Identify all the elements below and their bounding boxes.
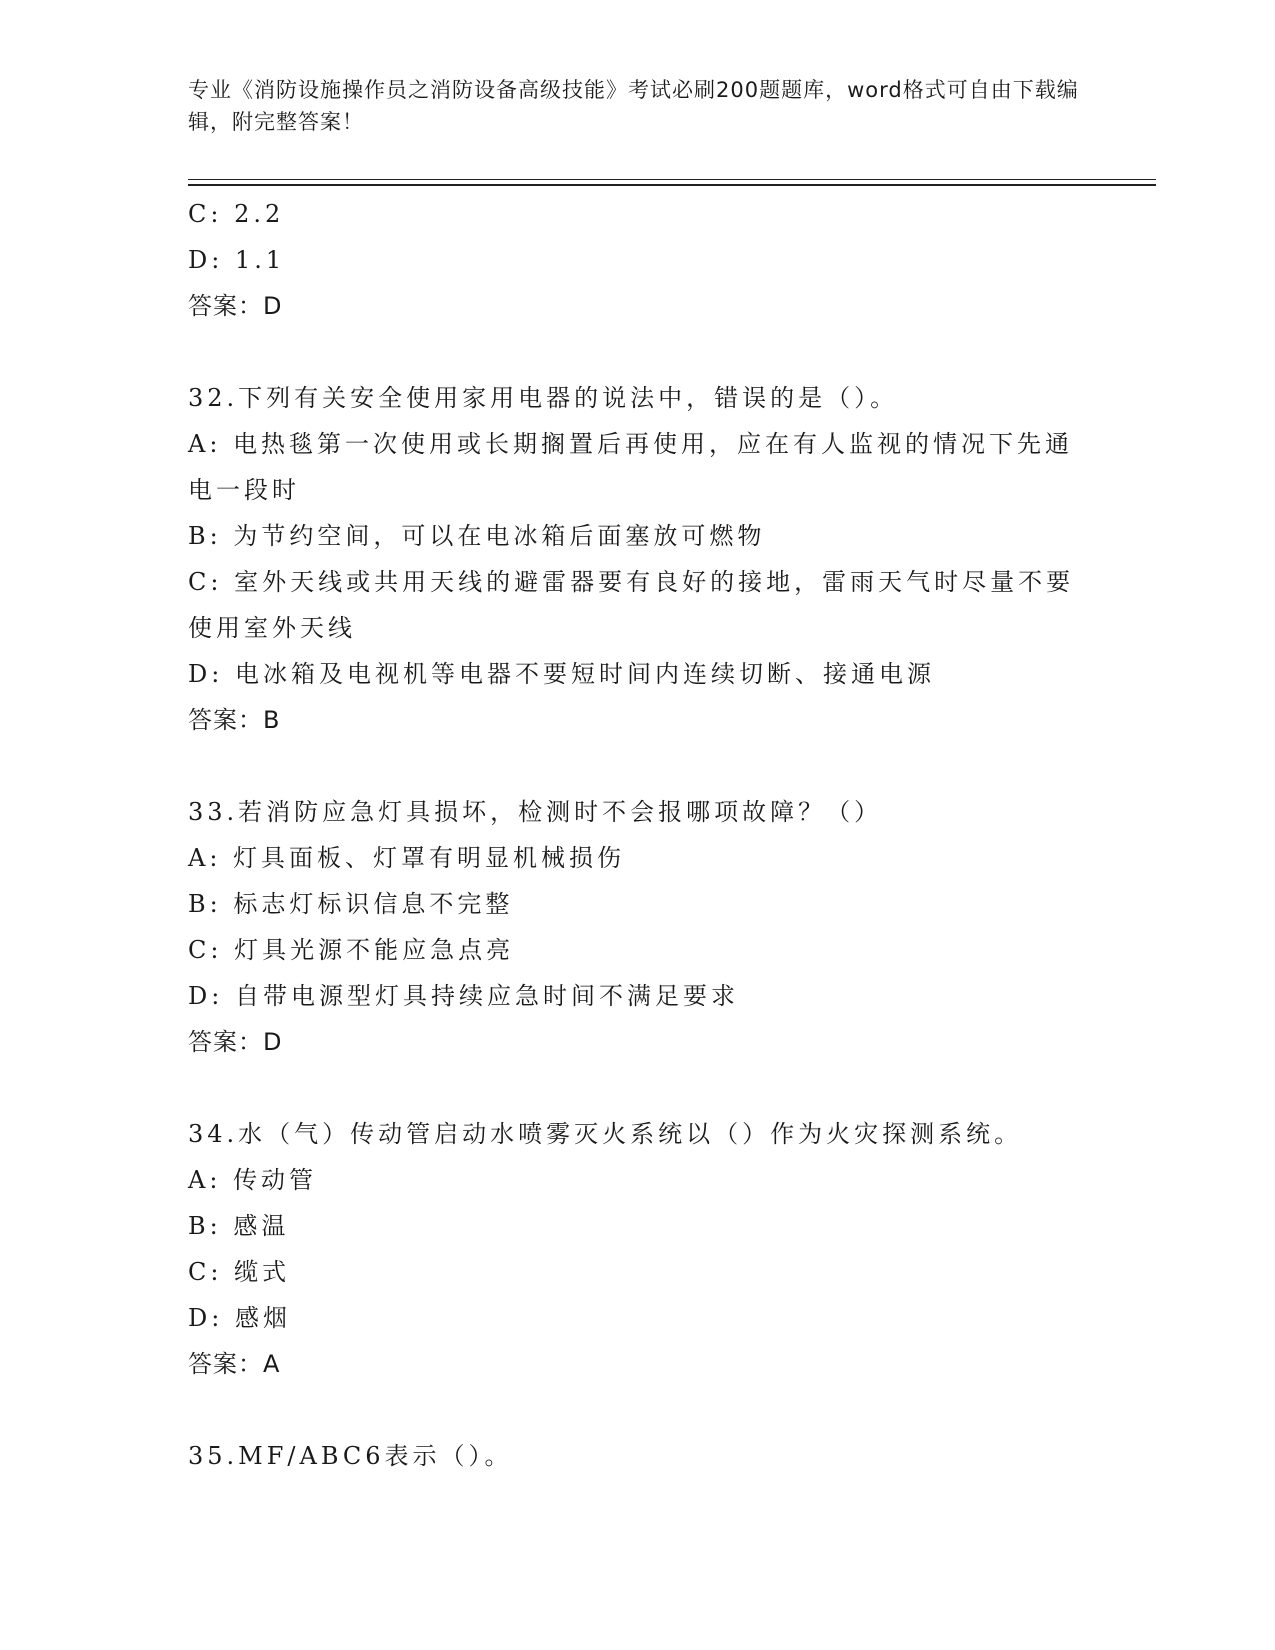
option-label: D:	[188, 660, 224, 688]
option-label: D:	[188, 246, 224, 274]
option-line	[188, 237, 1088, 283]
question-stem: 32.下列有关安全使用家用电器的说法中，错误的是（）。	[188, 384, 899, 412]
option-line	[188, 1295, 1088, 1341]
answer-line: 答案：B	[188, 706, 281, 734]
option-label: B:	[188, 522, 222, 550]
question-block-32	[188, 375, 1088, 743]
option-label: B:	[188, 890, 222, 918]
option-text: 感烟	[234, 1304, 291, 1332]
option-label: D:	[188, 1304, 224, 1332]
option-text: 传动管	[233, 1166, 318, 1194]
option-line	[188, 421, 1088, 513]
option-line	[188, 881, 1088, 927]
question-block-33	[188, 789, 1088, 1065]
option-line	[188, 559, 1088, 651]
header-title: 专业《消防设施操作员之消防设备高级技能》考试必刷200题题库，word格式可自由下载编辑，附完整答案！	[188, 78, 1079, 134]
option-label: A:	[188, 1166, 222, 1194]
header-rule-thin	[188, 179, 1156, 180]
option-text: 电冰箱及电视机等电器不要短时间内连续切断、接通电源	[234, 660, 935, 688]
option-text: 室外天线或共用天线的避雷器要有良好的接地，雷雨天气时尽量不要使用室外天线	[188, 568, 1075, 642]
option-text: 2.2	[234, 200, 285, 228]
option-text: 灯具面板、灯罩有明显机械损伤	[233, 844, 626, 872]
prev-question-block	[188, 191, 1088, 329]
option-text: 电热毯第一次使用或长期搁置后再使用，应在有人监视的情况下先通电一段时	[188, 430, 1074, 504]
option-label: C:	[188, 200, 223, 228]
answer-line: 答案：D	[188, 1028, 283, 1056]
question-content	[188, 191, 1088, 1479]
option-line	[188, 651, 1088, 697]
option-line	[188, 973, 1088, 1019]
option-text: 缆式	[234, 1258, 291, 1286]
option-label: C:	[188, 936, 223, 964]
option-line	[188, 1157, 1088, 1203]
option-label: A:	[188, 844, 222, 872]
option-text: 标志灯标识信息不完整	[233, 890, 514, 918]
answer-line: 答案：A	[188, 1350, 281, 1378]
option-label: B:	[188, 1212, 222, 1240]
option-label: A:	[188, 430, 222, 458]
answer-line: 答案：D	[188, 292, 283, 320]
spacer	[188, 743, 1088, 789]
option-label: D:	[188, 982, 224, 1010]
header-rule-thick	[188, 184, 1156, 186]
question-block-34	[188, 1111, 1088, 1387]
option-label: C:	[188, 1258, 223, 1286]
question-stem: 33.若消防应急灯具损坏，检测时不会报哪项故障？（）	[188, 798, 883, 826]
option-line	[188, 1203, 1088, 1249]
option-line	[188, 513, 1088, 559]
option-line	[188, 835, 1088, 881]
option-line	[188, 1249, 1088, 1295]
option-label: C:	[188, 568, 223, 596]
question-stem: 34.水（气）传动管启动水喷雾灭火系统以（）作为火灾探测系统。	[188, 1120, 1023, 1148]
option-text: 灯具光源不能应急点亮	[234, 936, 515, 964]
spacer	[188, 1387, 1088, 1433]
question-stem: 35.MF/ABC6表示（）。	[188, 1442, 513, 1470]
option-text: 1.1	[234, 246, 286, 274]
option-line	[188, 927, 1088, 973]
spacer	[188, 1065, 1088, 1111]
question-block-35	[188, 1433, 1088, 1479]
document-header	[188, 74, 1088, 138]
spacer	[188, 329, 1088, 375]
option-text: 为节约空间，可以在电冰箱后面塞放可燃物	[233, 522, 766, 550]
option-text: 感温	[233, 1212, 290, 1240]
option-text: 自带电源型灯具持续应急时间不满足要求	[234, 982, 739, 1010]
option-line	[188, 191, 1088, 237]
